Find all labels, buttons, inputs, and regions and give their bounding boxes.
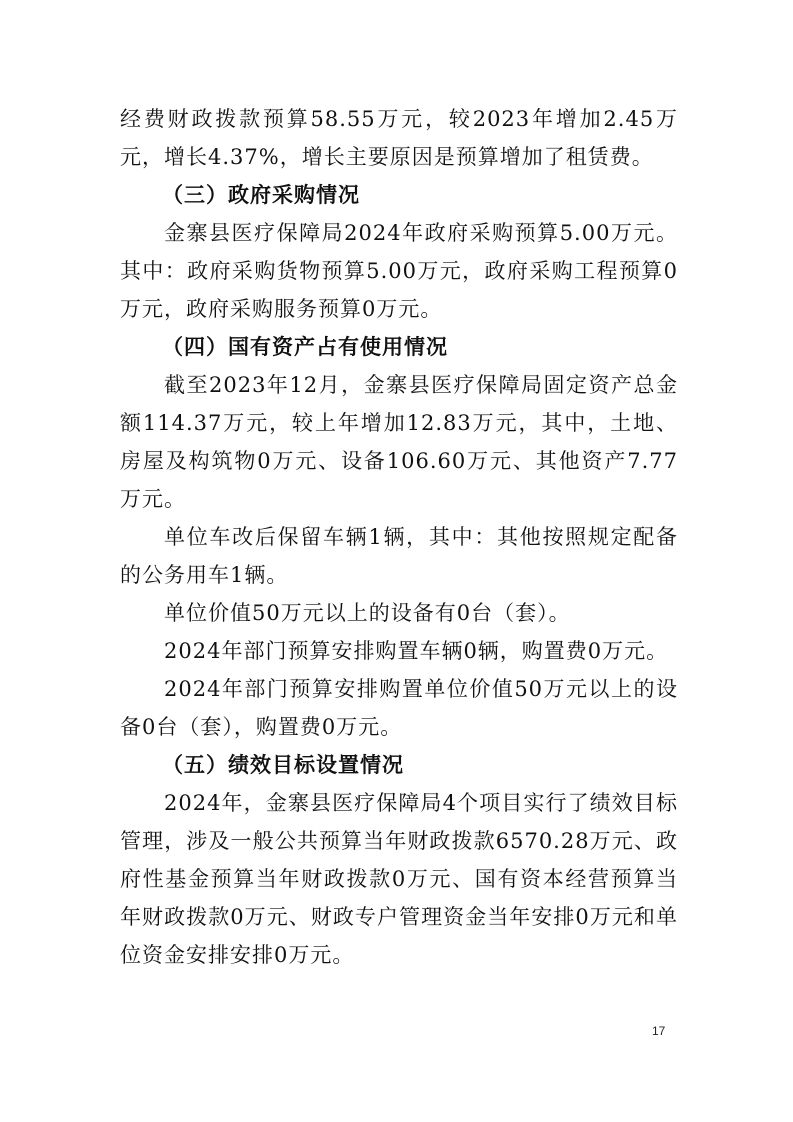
paragraph-equipment-purchase: 2024年部门预算安排购置单位价值50万元以上的设备0台（套），购置费0万元。	[120, 677, 678, 739]
page-body	[120, 100, 678, 974]
paragraph-fixed-assets: 截至2023年12月，金寨县医疗保障局固定资产总金额114.37万元，较上年增加12.83万元，其中，土地、房屋及构筑物0万元、设备106.60万元、其他资产7.77万元。	[120, 373, 678, 511]
paragraph-performance-management: 2024年，金寨县医疗保障局4个项目实行了绩效目标管理，涉及一般公共预算当年财政拨款6570.28万元、政府性基金预算当年财政拨款0万元、国有资本经营预算当年财政拨款0万元、财政专户管理资金当年安排0万元和单位资金安排安排0万元。	[120, 791, 678, 967]
heading-state-assets: （四）国有资产占有使用情况	[162, 334, 448, 359]
paragraph-budget-increase: 经费财政拨款预算58.55万元，较2023年增加2.45万元，增长4.37%，增长主要原因是预算增加了租赁费。	[120, 107, 678, 169]
paragraph-procurement-budget: 金寨县医疗保障局2024年政府采购预算5.00万元。其中：政府采购货物预算5.00万元，政府采购工程预算0万元，政府采购服务预算0万元。	[120, 221, 678, 321]
page-number: 17	[652, 1024, 666, 1038]
paragraph-vehicle-purchase: 2024年部门预算安排购置车辆0辆，购置费0万元。	[164, 639, 669, 663]
paragraph-equipment-over-50: 单位价值50万元以上的设备有0台（套）。	[164, 601, 571, 625]
heading-performance-targets: （五）绩效目标设置情况	[162, 752, 404, 777]
paragraph-vehicles: 单位车改后保留车辆1辆，其中：其他按照规定配备的公务用车1辆。	[120, 525, 678, 587]
heading-government-procurement: （三）政府采购情况	[162, 182, 360, 207]
